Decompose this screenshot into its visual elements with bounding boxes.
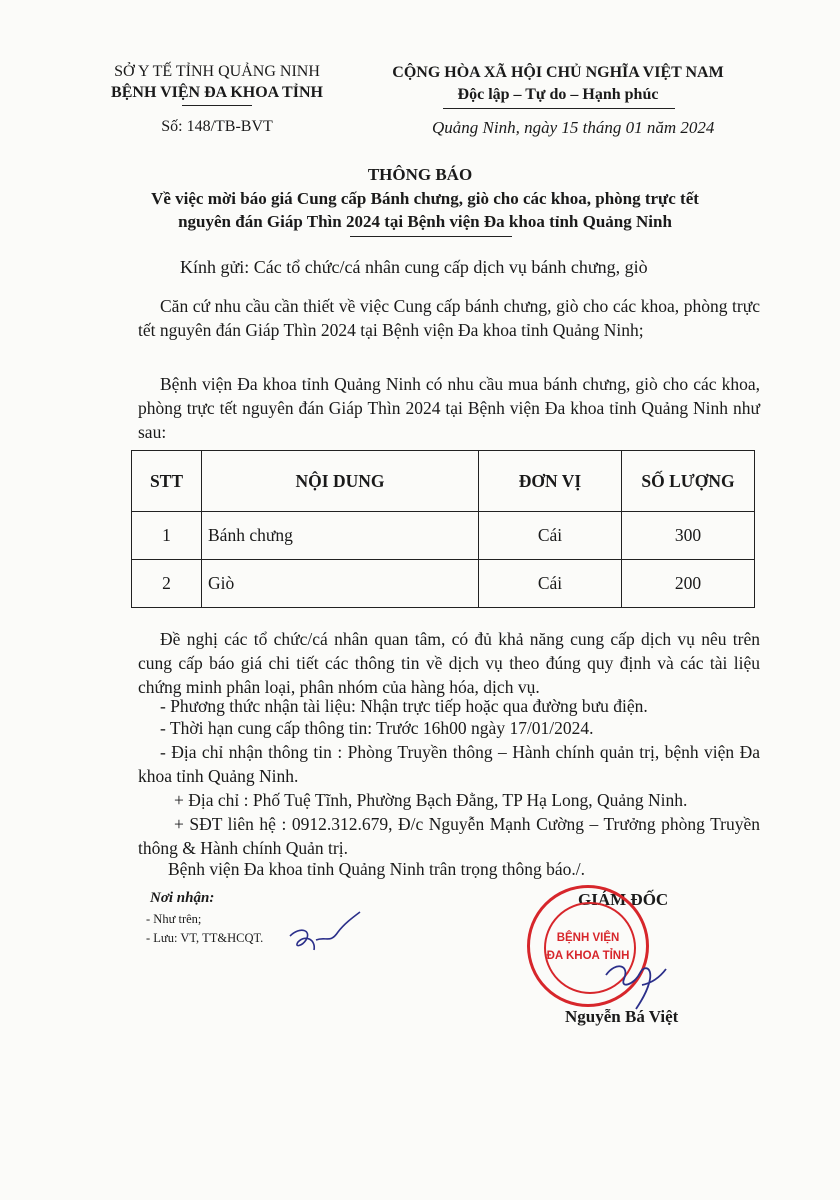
items-table (131, 450, 755, 608)
notice-subject-line2: nguyên đán Giáp Thìn 2024 tại Bệnh viện Đa khoa tỉnh Quảng Ninh (178, 212, 672, 231)
row-stt: 2 (132, 560, 202, 608)
recipient-line: Kính gửi: Các tổ chức/cá nhân cung cấp dịch vụ bánh chưng, giò (180, 257, 648, 277)
nation-name: CỘNG HÒA XÃ HỘI CHỦ NGHĨA VIỆT NAM (392, 64, 724, 81)
director-signature (600, 955, 670, 1015)
row-content: Giò (202, 560, 479, 608)
place-date: Quảng Ninh, ngày 15 tháng 01 năm 2024 (432, 118, 715, 137)
seal-text-line2: ĐA KHOA TỈNH (546, 950, 630, 962)
bullet-deadline: - Thời hạn cung cấp thông tin: Trước 16h00 ngày 17/01/2024. (160, 718, 594, 738)
row-stt: 1 (132, 512, 202, 560)
table-header-row (132, 451, 755, 512)
notice-title: THÔNG BÁO (367, 165, 473, 184)
table-row (132, 512, 755, 560)
recipients-label: Nơi nhận: (150, 890, 215, 906)
paragraph-basis: Căn cứ nhu cầu cần thiết về việc Cung cấp bánh chưng, giò cho các khoa, phòng trực tết nguyên đán Giáp Thìn 2024 tại Bệnh viện Đa khoa tỉnh Quảng Ninh; (138, 296, 760, 340)
seal-text-line1: BỆNH VIỆN (556, 932, 620, 944)
col-stt: STT (132, 451, 202, 512)
table-row (132, 560, 755, 608)
motto: Độc lập – Tự do – Hạnh phúc (457, 86, 659, 103)
paragraph-request: Đề nghị các tổ chức/cá nhân quan tâm, có đủ khả năng cung cấp dịch vụ nêu trên cung cấp báo giá chi tiết các thông tin về dịch vụ theo đúng quy định và các tài liệu chứng minh phân loại, phân nhóm của hàng hóa, dịch vụ. (138, 629, 760, 697)
sub-item-phone: + SĐT liên hệ : 0912.312.679, Đ/c Nguyễn Mạnh Cường – Trưởng phòng Truyền thông & Hành chính Quản trị. (138, 814, 760, 858)
title-underline (350, 236, 512, 237)
paragraph-need: Bệnh viện Đa khoa tỉnh Quảng Ninh có nhu cầu mua bánh chưng, giò cho các khoa, phòng trực tết nguyên đán Giáp Thìn 2024 tại Bệnh viện Đa khoa tỉnh Quảng Ninh như sau: (138, 374, 760, 442)
motto-underline (443, 108, 675, 109)
agency-name: BỆNH VIỆN ĐA KHOA TỈNH (111, 84, 323, 101)
notice-subject-line1: Về việc mời báo giá Cung cấp Bánh chưng, giò cho các khoa, phòng trực tết (151, 189, 699, 208)
parent-agency: SỞ Y TẾ TỈNH QUẢNG NINH (114, 63, 320, 80)
sub-item-address: + Địa chỉ : Phố Tuệ Tĩnh, Phường Bạch Đằng, TP Hạ Long, Quảng Ninh. (174, 790, 688, 810)
document-number: Số: 148/TB-BVT (161, 118, 273, 135)
initials-signature (286, 910, 364, 962)
col-unit: ĐƠN VỊ (479, 451, 622, 512)
row-quantity: 300 (622, 512, 755, 560)
col-content: NỘI DUNG (202, 451, 479, 512)
signer-name: Nguyễn Bá Việt (565, 1007, 679, 1026)
bullet-receiving-address: - Địa chỉ nhận thông tin : Phòng Truyền thông – Hành chính quản trị, bệnh viện Đa khoa tỉnh Quảng Ninh. (138, 742, 760, 786)
signer-title: GIÁM ĐỐC (578, 890, 669, 909)
row-quantity: 200 (622, 560, 755, 608)
recipient-item-1: - Như trên; (146, 912, 202, 926)
row-content: Bánh chưng (202, 512, 479, 560)
col-quantity: SỐ LƯỢNG (622, 451, 755, 512)
bullet-method: - Phương thức nhận tài liệu: Nhận trực tiếp hoặc qua đường bưu điện. (160, 696, 648, 716)
closing-line: Bệnh viện Đa khoa tỉnh Quảng Ninh trân trọng thông báo./. (168, 859, 586, 879)
recipient-item-2: - Lưu: VT, TT&HCQT. (146, 931, 264, 945)
row-unit: Cái (479, 512, 622, 560)
agency-underline (182, 105, 252, 106)
row-unit: Cái (479, 560, 622, 608)
